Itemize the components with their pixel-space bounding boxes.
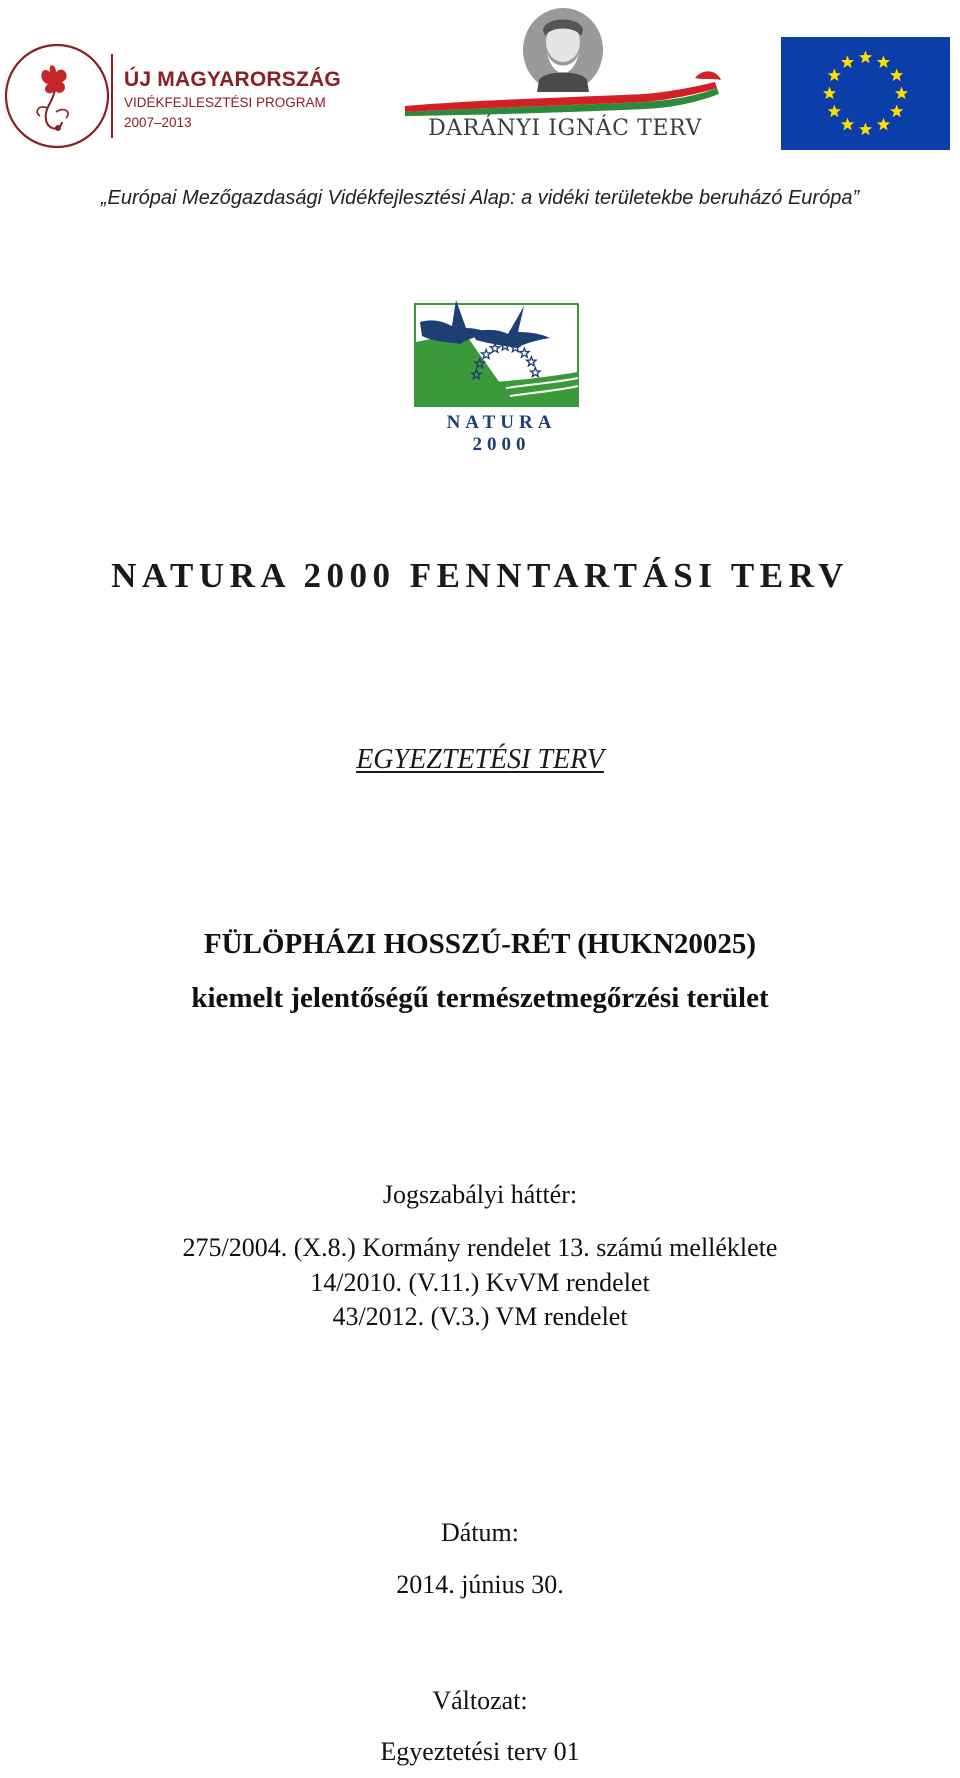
regulation-item: 275/2004. (X.8.) Kormány rendelet 13. számú melléklete <box>182 1233 778 1262</box>
plan-logo-text: DARÁNYI IGNÁC TERV <box>428 116 702 141</box>
site-type: kiemelt jelentőségű természetmegőrzési terület <box>191 982 769 1014</box>
eu-stars-icon <box>781 37 950 150</box>
eu-flag <box>781 37 950 150</box>
program-subtitle: VIDÉKFEJLESZTÉSI PROGRAM <box>124 95 326 110</box>
natura-birds-icon <box>414 292 589 410</box>
natura-logo-text: NATURA 2000 <box>446 412 557 455</box>
natura-2000-logo <box>414 292 589 455</box>
date-label: Dátum: <box>441 1518 519 1547</box>
natura-star-icon <box>531 368 541 377</box>
page-title: NATURA 2000 FENNTARTÁSI TERV <box>111 556 849 595</box>
natura-star-icon <box>481 350 491 359</box>
natura-star-icon <box>520 348 530 357</box>
portrait-medallion-icon <box>405 8 725 116</box>
uj-magyarorszag-logo <box>0 42 350 150</box>
daranyi-ignac-terv-logo <box>405 8 725 146</box>
document-subtitle: EGYEZTETÉSI TERV <box>356 744 604 775</box>
logo-divider <box>111 54 113 138</box>
program-years: 2007–2013 <box>124 115 192 130</box>
fund-tagline: „Európai Mezőgazdasági Vidékfejlesztési Alap: a vidéki területekbe beruházó Európa” <box>100 187 860 209</box>
legal-background-label: Jogszabályi háttér: <box>382 1180 578 1209</box>
regulation-item: 14/2010. (V.11.) KvVM rendelet <box>310 1268 650 1297</box>
program-title: ÚJ MAGYARORSZÁG <box>124 68 341 91</box>
rose-emblem-icon <box>0 42 118 150</box>
regulation-item: 43/2012. (V.3.) VM rendelet <box>332 1302 628 1331</box>
date-value: 2014. június 30. <box>396 1570 564 1599</box>
version-label: Változat: <box>432 1686 528 1715</box>
site-name: FÜLÖPHÁZI HOSSZÚ-RÉT (HUKN20025) <box>203 928 757 960</box>
version-value: Egyeztetési terv 01 <box>380 1737 580 1766</box>
